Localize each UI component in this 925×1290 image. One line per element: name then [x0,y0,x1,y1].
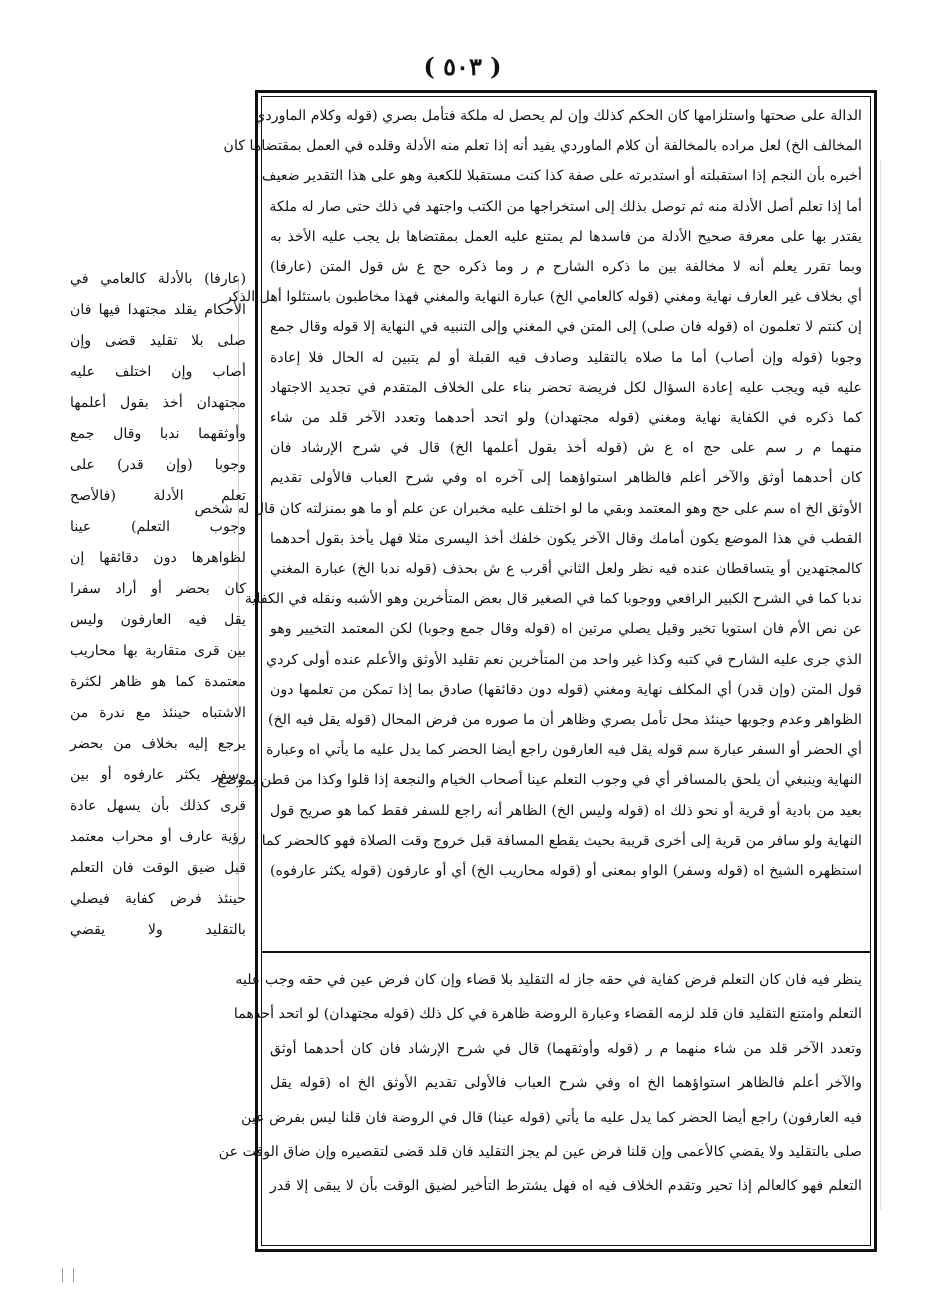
commentary-line: ندبا كما في الشرح الكبير الرافعي ووجوبا كما في الصغير قال بعض المتأخرين وهو الأشبه ونقله في الكفاية [244,591,862,608]
margin-line: أصاب وإن اختلف عليه [70,364,246,380]
margin-line: بالتقليد ولا يقضي [70,922,246,938]
commentary-line: الظواهر وعدم وجوبها حينئذ محل تأمل بصري وظاهر أن ما صوره من فرض المحال (قوله يقل فيه الخ) [267,712,862,729]
margin-line: وسفر يكثر عارفوه أو بين [70,767,246,783]
commentary-line: القطب في هذا الموضع يكون أمامك وقال الآخر يكون خلفك أخذ اليسرى مثلا فهل يأخذ بقول أحدهما [270,530,862,547]
margin-line: مجتهدان أخذ بقول أعلمها [70,395,246,411]
scan-artifact [62,1268,74,1282]
margin-line: قرى كذلك بأن يسهل عادة [70,798,246,814]
commentary-line: وبما تقرر يعلم أنه لا مخالفة بين ما ذكره الشارح م ر وما ذكره حج ع ش قول المتن (عارفا) [270,259,862,276]
margin-line: حينئذ فرض كفاية فيصلي [70,891,246,907]
commentary-line: عن نص الأم فان استويا تخير وقيل يصلي مرتين اه (قوله وقال جمع وجوبا) لكن المعتمد التخيير وهو [270,621,862,638]
commentary-line: يقتدر بها على معرفة صحيح الأدلة من فاسدها لم يمتنع عليه العمل بمقتضاها بل يجب عليه الأخذ به [270,228,862,245]
margin-line: يقل فيه العارفون وليس [70,612,246,628]
commentary-line: أي بخلاف غير العارف نهاية ومغني (قوله كالعامي الخ) عبارة النهاية والمغني فهذا مخاطبون باستئلوا أهل الذكر [224,289,862,306]
scan-edge-line [880,160,881,1210]
margin-line: رؤية عارف أو محراب معتمد [70,829,246,845]
commentary-line: بعيد من بادية أو قرية أو نحو ذلك اه (قوله وليس الخ) الظاهر أنه راجع للسفر فقط كما هو صريح قول [270,802,862,819]
commentary-line: استظهره الشيخ اه (قوله وسفر) الواو بمعنى أو (قوله محاريب الخ) أي أو عارفون (قوله يكثر عارفوه) [270,863,862,880]
margin-line: الأحكام يقلد مجتهدا فيها فان [70,302,246,318]
page-number: ( ٥٠٣ ) [423,52,502,81]
section-divider [262,951,870,953]
margin-main-text [70,264,246,946]
commentary-line: كما ذكره في الكفاية نهاية ومغني (قوله مجتهدان) ولو اتحد أحدهما وتعدد الآخر قلد من شاء [270,410,862,427]
margin-line: الاشتباه حينئذ مع ندرة من [70,705,246,721]
commentary-line: الذي جرى عليه الشارح في كتبه وكذا غير واحد من المتأخرين نعم تقليد الأوثق والأعلم عنده أولى كردي [266,651,862,668]
margin-line: وأوثقهما ندبا وقال جمع [70,426,246,442]
secondary-line: ينظر فيه فان كان التعلم فرض كفاية في حقه جاز له التقليد بلا قضاء وإن كان فرض عين في حقه وجب عليه [235,972,862,988]
secondary-commentary-block [218,963,862,1243]
commentary-line: أخبره بأن النجم إذا استقبلته أو استدبرته على صفة كذا كنت مستقبلا للكعبة وهو على هذا التقدير ضعيف [261,168,862,185]
commentary-line: النهاية وينبغي أن يلحق بالمسافر أي في وجوب التعلم عينا أصحاب الخيام والنجعة إذا قلوا وكذا من قطن بموضع [217,772,862,789]
secondary-line: التعلم وامتنع التقليد فان قلد لزمه القضاء وعبارة الروضة ظاهرة في كل ذلك (قوله مجتهدان) لو اتحد أحدهما [233,1006,862,1023]
margin-line: تعلم الأدلة (فالأصح [70,488,246,504]
commentary-line: أما إذا تعلم أصل الأدلة منه ثم توصل بذلك إلى استخراجها من الكتب واجتهد في ذلك حتى صار له ملكة [269,198,862,215]
margin-line: معتمدة كما هو ظاهر لكثرة [70,674,246,690]
secondary-line: وتعدد الآخر قلد من شاء منهما م ر (قوله وأوثقهما) قال في شرح الإرشاد فان كان أحدهما أوثق [270,1040,862,1057]
commentary-line: كان أحدهما أوثق والآخر أعلم فالظاهر استواؤهما إلى آخره اه وفي شرح العباب فالأولى تقديم [270,470,862,487]
commentary-line: إن كنتم لا تعلمون اه (قوله فان صلى) إلى المتن في المغني وإلى التنبيه في النهاية إلا قوله وقال جمع [270,319,862,336]
margin-line: وجوب التعلم) عينا [70,519,246,535]
commentary-line: عليه فيه ويجب عليه إعادة السؤال لكل فريضة تحضر بناء على الخلاف المتقدم في تجديد الاجتهاد [270,379,862,396]
commentary-line: الدالة على صحتها واستلزامها كان الحكم كذلك وإن لم يحصل له ملكة فتأمل بصري (قوله وكلام الماوردي [254,108,862,124]
margin-line: لظواهرها دون دقائقها إن [70,550,246,566]
main-text-frame [194,90,877,1252]
secondary-line: صلى بالتقليد ولا يقضي كالأعمى وإن قلنا فرض عين لم يجز التقليد فان قلد قضى لتقصيره وإن ضاق الوقت عن [218,1144,862,1161]
margin-line: قبل ضيق الوقت فان التعلم [70,860,246,876]
margin-line: صلى بلا تقليد قضى وإن [70,333,246,349]
secondary-line: والآخر أعلم فالظاهر استواؤهما الخ اه وفي شرح العباب فالأولى تقديم الأوثق الخ اه (قوله يقل [270,1075,862,1092]
margin-line: يرجع إليه بخلاف من بحضر [70,736,246,752]
commentary-line: الأوثق الخ اه سم على حج وهو المعتمد وبقي ما لو اختلف عليه مخبران عن علم أو ما هو بمنزلته كان قال له شخص [194,500,862,517]
margin-line: وجوبا (وإن قدر) على [70,457,246,473]
commentary-line: كالمجتهدين أو يتساقطان عنده فيه نظر ولعل الثاني أقرب ع ش بحذف (قوله ندبا الخ) عبارة المغني [270,561,862,578]
commentary-line: منهما م ر سم على حج اه ع ش (قوله أخذ بقول أعلمها الخ) قال في شرح الإرشاد فان [270,440,862,457]
commentary-line: النهاية ولو سافر من قرية إلى أخرى قريبة بحيث يقطع المسافة قبل خروج وقت الصلاة فهو كالحضر كما [261,832,862,849]
margin-line: (عارفا) بالأدلة كالعامي في [70,271,246,287]
secondary-line: التعلم فهو كالعالم إذا تحير وتقدم الخلاف فيه اه فهل يشترط التأخير لضيق الوقت بأن لا يبقى إلا قدر [270,1178,862,1195]
commentary-line: قول المتن (وإن قدر) أي المكلف نهاية ومغني (قوله دون دقائقها) صادق بما إذا تمكن من تعلمها دون [270,681,862,698]
commentary-line: وجوبا (قوله وإن أصاب) أما ما صلاه بالتقليد وصادف فيه القبلة أو لم يتبين له الحال فلا إعادة [270,349,862,366]
commentary-block [194,101,862,941]
margin-line: بين قرى متقاربة بها محاريب [70,643,246,659]
commentary-line: أي الحضر أو السفر عبارة سم قوله يقل فيه العارفون راجع أيضا الحضر كما يدل عليه ما يأتي اه وعبارة [266,742,862,759]
secondary-line: فيه العارفون) راجع أيضا الحضر كما يدل عليه ما يأتي (قوله عينا) قال في الروضة فان قلنا ليس بفرض عين [241,1109,862,1126]
margin-line: كان بحضر أو أراد سفرا [70,581,246,597]
commentary-line: المخالف الخ) لعل مراده بالمخالفة أن كلام الماوردي يفيد أنه إذا تعلم منه الأدلة وقلده في العمل بمقتضاها كان [223,138,862,155]
